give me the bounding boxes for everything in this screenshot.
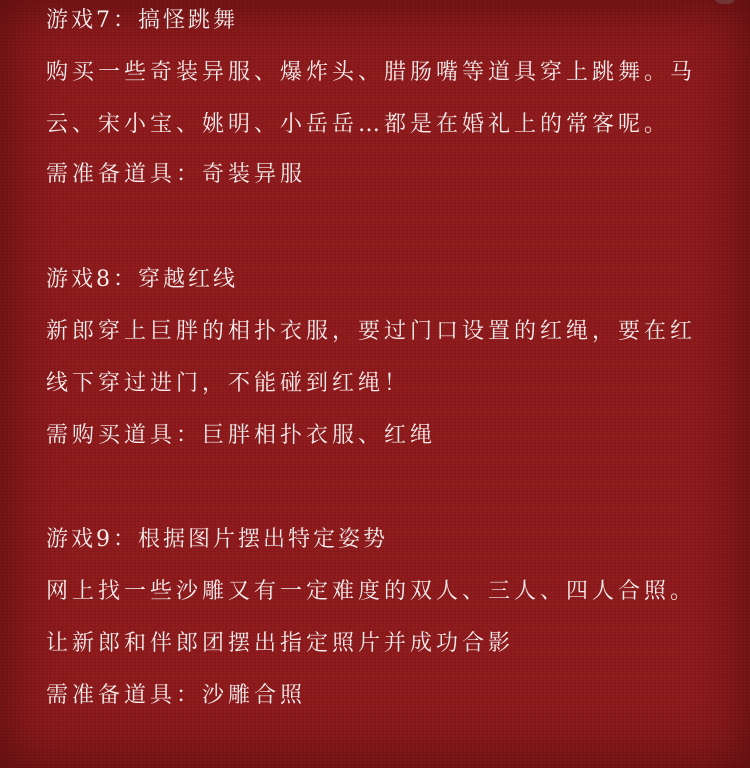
game-7-props: 需准备道具：奇装异服 xyxy=(46,162,307,187)
game-7-description-line-1: 购买一些奇装异服、爆炸头、腊肠嘴等道具穿上跳舞。马 xyxy=(46,60,697,85)
game-7-title: 游戏7：搞怪跳舞 xyxy=(46,8,238,33)
game-8-props: 需购买道具：巨胖相扑衣服、红绳 xyxy=(46,423,437,448)
game-8-description-line-1: 新郎穿上巨胖的相扑衣服，要过门口设置的红绳，要在红 xyxy=(46,319,697,344)
game-9-description-line-1: 网上找一些沙雕又有一定难度的双人、三人、四人合照。 xyxy=(46,579,697,604)
game-9-description-line-2: 让新郎和伴郎团摆出指定照片并成功合影 xyxy=(46,631,515,656)
game-9-props: 需准备道具：沙雕合照 xyxy=(46,683,307,708)
game-7-description-line-2: 云、宋小宝、姚明、小岳岳…都是在婚礼上的常客呢。 xyxy=(46,112,671,137)
game-8-description-line-2: 线下穿过进门，不能碰到红绳！ xyxy=(46,371,411,396)
game-9-title: 游戏9：根据图片摆出特定姿势 xyxy=(46,527,388,552)
game-8-title: 游戏8：穿越红线 xyxy=(46,267,238,292)
corner-mark xyxy=(714,0,736,4)
